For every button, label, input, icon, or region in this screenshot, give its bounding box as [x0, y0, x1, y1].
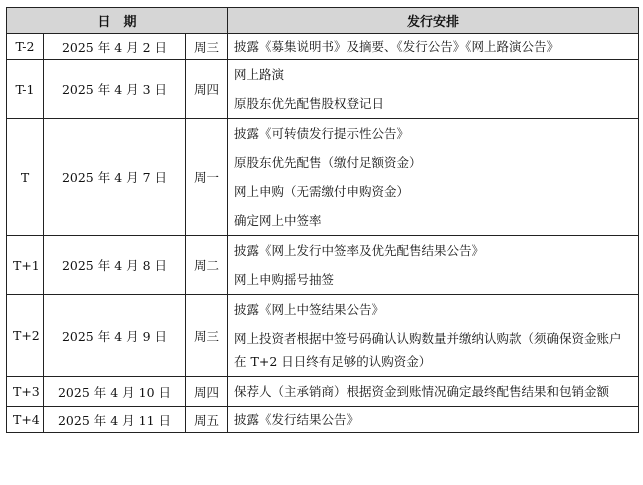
weekday-cell: 周三: [186, 34, 228, 60]
weekday-cell: 周四: [186, 60, 228, 119]
table-header-row: [7, 8, 639, 34]
arrangement-cell: [228, 377, 639, 407]
arrangement-item: 网上申购摇号抽签: [234, 272, 335, 287]
t-day-cell: T+3: [7, 377, 44, 407]
arrangement-item: 原股东优先配售（缴付足额资金）: [234, 155, 422, 170]
t-day-cell: T-1: [7, 60, 44, 119]
t-day-cell: T: [7, 119, 44, 236]
date-cell: 2025 年 4 月 9 日: [44, 295, 186, 377]
date-cell: 2025 年 4 月 7 日: [44, 119, 186, 236]
arrangement-item: 披露《可转债发行提示性公告》: [234, 126, 410, 141]
weekday-cell: 周三: [186, 295, 228, 377]
date-column-header: 日 期: [7, 8, 228, 34]
table-row: [7, 407, 639, 433]
arrangement-item: 披露《发行结果公告》: [234, 412, 360, 427]
weekday-cell: 周二: [186, 236, 228, 295]
weekday-cell: 周一: [186, 119, 228, 236]
table-row: [7, 295, 639, 377]
arrangement-item: 网上投资者根据中签号码确认认购数量并缴纳认购款（须确保资金账户在 T+2 日日终有足够的认购资金）: [234, 331, 622, 369]
arrangement-cell: [228, 34, 639, 60]
date-cell: 2025 年 4 月 3 日: [44, 60, 186, 119]
arrangement-item: 原股东优先配售股权登记日: [234, 96, 385, 111]
arrangement-item: 网上路演: [234, 67, 285, 82]
table-row: [7, 60, 639, 119]
arrangement-item: 披露《网上中签结果公告》: [234, 302, 385, 317]
date-cell: 2025 年 4 月 8 日: [44, 236, 186, 295]
arrangement-cell: [228, 60, 639, 119]
arrangement-cell: [228, 236, 639, 295]
date-cell: 2025 年 4 月 11 日: [44, 407, 186, 433]
arrangement-cell: [228, 119, 639, 236]
date-cell: 2025 年 4 月 2 日: [44, 34, 186, 60]
t-day-cell: T-2: [7, 34, 44, 60]
weekday-cell: 周四: [186, 377, 228, 407]
arrangement-cell: [228, 407, 639, 433]
arrangement-cell: [228, 295, 639, 377]
arrangement-item: 披露《募集说明书》及摘要、《发行公告》《网上路演公告》: [234, 39, 560, 54]
table-row: [7, 236, 639, 295]
t-day-cell: T+2: [7, 295, 44, 377]
arrangement-item: 网上申购（无需缴付申购资金）: [234, 184, 410, 199]
arrangement-item: 披露《网上发行中签率及优先配售结果公告》: [234, 243, 485, 258]
arrangement-item: 保荐人（主承销商）根据资金到账情况确定最终配售结果和包销金额: [234, 384, 610, 399]
date-cell: 2025 年 4 月 10 日: [44, 377, 186, 407]
table-row: [7, 34, 639, 60]
t-day-cell: T+1: [7, 236, 44, 295]
weekday-cell: 周五: [186, 407, 228, 433]
table-row: [7, 377, 639, 407]
arrangement-item: 确定网上中签率: [234, 213, 322, 228]
plan-column-header: 发行安排: [228, 8, 639, 34]
table-row: [7, 119, 639, 236]
issuance-schedule-table: [6, 7, 639, 433]
t-day-cell: T+4: [7, 407, 44, 433]
